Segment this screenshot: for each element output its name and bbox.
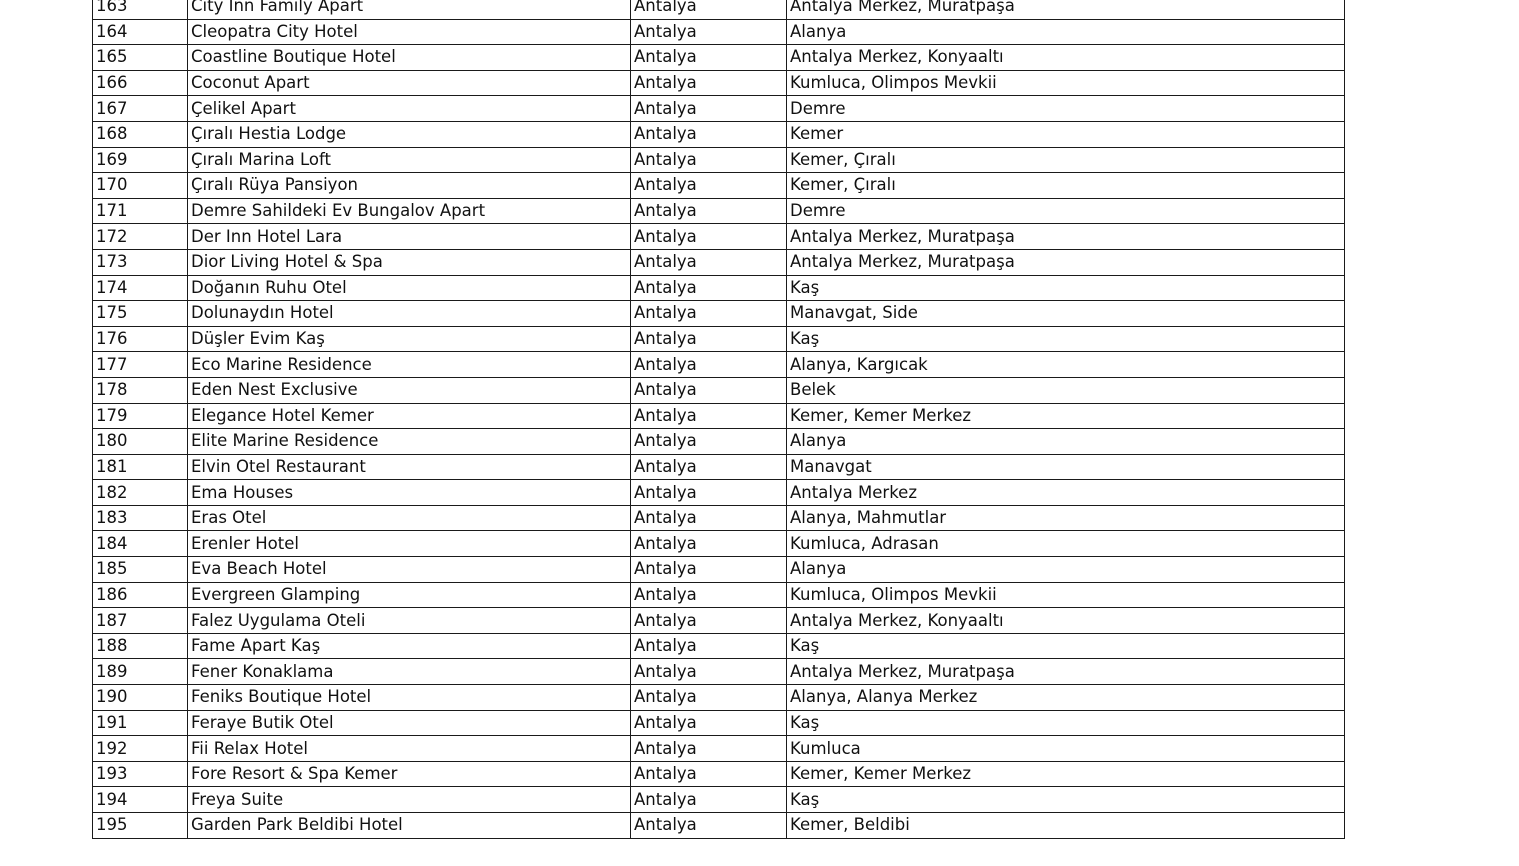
hotel-name-cell: Fame Apart Kaş <box>188 633 631 659</box>
location-cell: Kaş <box>787 326 1345 352</box>
city-cell: Antalya <box>631 0 787 19</box>
table-row <box>93 633 1345 659</box>
city-cell: Antalya <box>631 710 787 736</box>
hotel-name-cell: Çelikel Apart <box>188 96 631 122</box>
row-number-cell: 168 <box>93 121 188 147</box>
city-cell: Antalya <box>631 454 787 480</box>
hotel-name-cell: Elegance Hotel Kemer <box>188 403 631 429</box>
hotel-name-cell: Cleopatra City Hotel <box>188 19 631 45</box>
table-row <box>93 480 1345 506</box>
table-row <box>93 736 1345 762</box>
row-number-cell: 191 <box>93 710 188 736</box>
hotel-name-cell: Eras Otel <box>188 505 631 531</box>
location-cell: Kaş <box>787 633 1345 659</box>
table-row <box>93 326 1345 352</box>
location-cell: Alanya, Alanya Merkez <box>787 685 1345 711</box>
table-row <box>93 710 1345 736</box>
city-cell: Antalya <box>631 96 787 122</box>
city-cell: Antalya <box>631 121 787 147</box>
table-row <box>93 70 1345 96</box>
table-row <box>93 147 1345 173</box>
location-cell: Manavgat <box>787 454 1345 480</box>
hotel-name-cell: Fii Relax Hotel <box>188 736 631 762</box>
table-row <box>93 608 1345 634</box>
city-cell: Antalya <box>631 173 787 199</box>
location-cell: Kemer, Çıralı <box>787 173 1345 199</box>
table-row <box>93 454 1345 480</box>
hotel-list-table-container <box>92 0 1344 839</box>
city-cell: Antalya <box>631 557 787 583</box>
location-cell: Antalya Merkez, Konyaaltı <box>787 45 1345 71</box>
location-cell: Kemer, Beldibi <box>787 813 1345 839</box>
city-cell: Antalya <box>631 736 787 762</box>
hotel-list-table <box>92 0 1345 839</box>
hotel-name-cell: Çıralı Marina Loft <box>188 147 631 173</box>
table-row <box>93 557 1345 583</box>
hotel-name-cell: Elvin Otel Restaurant <box>188 454 631 480</box>
row-number-cell: 166 <box>93 70 188 96</box>
table-row <box>93 685 1345 711</box>
hotel-name-cell: Falez Uygulama Oteli <box>188 608 631 634</box>
table-row <box>93 19 1345 45</box>
location-cell: Belek <box>787 377 1345 403</box>
location-cell: Kemer, Kemer Merkez <box>787 403 1345 429</box>
table-row <box>93 659 1345 685</box>
table-row <box>93 301 1345 327</box>
row-number-cell: 181 <box>93 454 188 480</box>
location-cell: Antalya Merkez, Muratpaşa <box>787 249 1345 275</box>
table-row <box>93 531 1345 557</box>
row-number-cell: 187 <box>93 608 188 634</box>
location-cell: Antalya Merkez, Muratpaşa <box>787 224 1345 250</box>
city-cell: Antalya <box>631 531 787 557</box>
row-number-cell: 171 <box>93 198 188 224</box>
hotel-name-cell: Der Inn Hotel Lara <box>188 224 631 250</box>
row-number-cell: 172 <box>93 224 188 250</box>
hotel-name-cell: Feniks Boutique Hotel <box>188 685 631 711</box>
row-number-cell: 194 <box>93 787 188 813</box>
hotel-name-cell: Dolunaydın Hotel <box>188 301 631 327</box>
city-cell: Antalya <box>631 70 787 96</box>
location-cell: Manavgat, Side <box>787 301 1345 327</box>
row-number-cell: 182 <box>93 480 188 506</box>
hotel-name-cell: Coconut Apart <box>188 70 631 96</box>
location-cell: Antalya Merkez, Muratpaşa <box>787 659 1345 685</box>
row-number-cell: 184 <box>93 531 188 557</box>
location-cell: Kemer, Kemer Merkez <box>787 761 1345 787</box>
location-cell: Alanya <box>787 557 1345 583</box>
row-number-cell: 170 <box>93 173 188 199</box>
hotel-name-cell: Fore Resort & Spa Kemer <box>188 761 631 787</box>
city-cell: Antalya <box>631 45 787 71</box>
table-row <box>93 0 1345 19</box>
table-row <box>93 45 1345 71</box>
city-cell: Antalya <box>631 249 787 275</box>
row-number-cell: 179 <box>93 403 188 429</box>
location-cell: Kumluca, Olimpos Mevkii <box>787 70 1345 96</box>
hotel-name-cell: Freya Suite <box>188 787 631 813</box>
row-number-cell: 173 <box>93 249 188 275</box>
location-cell: Kaş <box>787 275 1345 301</box>
hotel-name-cell: Demre Sahildeki Ev Bungalov Apart <box>188 198 631 224</box>
hotel-name-cell: Çıralı Rüya Pansiyon <box>188 173 631 199</box>
city-cell: Antalya <box>631 582 787 608</box>
location-cell: Demre <box>787 96 1345 122</box>
location-cell: Kemer, Çıralı <box>787 147 1345 173</box>
city-cell: Antalya <box>631 429 787 455</box>
hotel-name-cell: Fener Konaklama <box>188 659 631 685</box>
row-number-cell: 183 <box>93 505 188 531</box>
row-number-cell: 163 <box>93 0 188 19</box>
location-cell: Kumluca, Adrasan <box>787 531 1345 557</box>
table-row <box>93 429 1345 455</box>
table-row <box>93 505 1345 531</box>
hotel-name-cell: Ema Houses <box>188 480 631 506</box>
city-cell: Antalya <box>631 301 787 327</box>
hotel-name-cell: Çıralı Hestia Lodge <box>188 121 631 147</box>
row-number-cell: 175 <box>93 301 188 327</box>
location-cell: Demre <box>787 198 1345 224</box>
location-cell: Alanya <box>787 19 1345 45</box>
location-cell: Alanya, Mahmutlar <box>787 505 1345 531</box>
city-cell: Antalya <box>631 633 787 659</box>
row-number-cell: 165 <box>93 45 188 71</box>
row-number-cell: 180 <box>93 429 188 455</box>
row-number-cell: 185 <box>93 557 188 583</box>
row-number-cell: 186 <box>93 582 188 608</box>
row-number-cell: 164 <box>93 19 188 45</box>
row-number-cell: 193 <box>93 761 188 787</box>
row-number-cell: 192 <box>93 736 188 762</box>
hotel-name-cell: Dior Living Hotel & Spa <box>188 249 631 275</box>
row-number-cell: 189 <box>93 659 188 685</box>
city-cell: Antalya <box>631 480 787 506</box>
location-cell: Alanya <box>787 429 1345 455</box>
table-row <box>93 121 1345 147</box>
row-number-cell: 190 <box>93 685 188 711</box>
hotel-name-cell: City Inn Family Apart <box>188 0 631 19</box>
location-cell: Antalya Merkez, Konyaaltı <box>787 608 1345 634</box>
row-number-cell: 167 <box>93 96 188 122</box>
table-row <box>93 761 1345 787</box>
location-cell: Kemer <box>787 121 1345 147</box>
city-cell: Antalya <box>631 377 787 403</box>
table-row <box>93 403 1345 429</box>
location-cell: Kumluca, Olimpos Mevkii <box>787 582 1345 608</box>
row-number-cell: 177 <box>93 352 188 378</box>
row-number-cell: 169 <box>93 147 188 173</box>
city-cell: Antalya <box>631 326 787 352</box>
city-cell: Antalya <box>631 19 787 45</box>
hotel-name-cell: Doğanın Ruhu Otel <box>188 275 631 301</box>
city-cell: Antalya <box>631 147 787 173</box>
table-row <box>93 582 1345 608</box>
hotel-list-body <box>93 0 1345 838</box>
hotel-name-cell: Eco Marine Residence <box>188 352 631 378</box>
hotel-name-cell: Evergreen Glamping <box>188 582 631 608</box>
city-cell: Antalya <box>631 787 787 813</box>
city-cell: Antalya <box>631 685 787 711</box>
table-row <box>93 275 1345 301</box>
city-cell: Antalya <box>631 198 787 224</box>
hotel-name-cell: Elite Marine Residence <box>188 429 631 455</box>
city-cell: Antalya <box>631 659 787 685</box>
city-cell: Antalya <box>631 403 787 429</box>
row-number-cell: 176 <box>93 326 188 352</box>
city-cell: Antalya <box>631 761 787 787</box>
table-row <box>93 377 1345 403</box>
hotel-name-cell: Eva Beach Hotel <box>188 557 631 583</box>
hotel-name-cell: Feraye Butik Otel <box>188 710 631 736</box>
table-row <box>93 224 1345 250</box>
hotel-name-cell: Düşler Evim Kaş <box>188 326 631 352</box>
location-cell: Alanya, Kargıcak <box>787 352 1345 378</box>
row-number-cell: 174 <box>93 275 188 301</box>
hotel-name-cell: Garden Park Beldibi Hotel <box>188 813 631 839</box>
city-cell: Antalya <box>631 275 787 301</box>
city-cell: Antalya <box>631 224 787 250</box>
city-cell: Antalya <box>631 505 787 531</box>
table-row <box>93 96 1345 122</box>
location-cell: Kaş <box>787 710 1345 736</box>
table-row <box>93 352 1345 378</box>
table-row <box>93 249 1345 275</box>
table-row <box>93 787 1345 813</box>
table-row <box>93 813 1345 839</box>
hotel-name-cell: Eden Nest Exclusive <box>188 377 631 403</box>
hotel-name-cell: Coastline Boutique Hotel <box>188 45 631 71</box>
location-cell: Antalya Merkez <box>787 480 1345 506</box>
location-cell: Kumluca <box>787 736 1345 762</box>
row-number-cell: 178 <box>93 377 188 403</box>
location-cell: Antalya Merkez, Muratpaşa <box>787 0 1345 19</box>
row-number-cell: 188 <box>93 633 188 659</box>
location-cell: Kaş <box>787 787 1345 813</box>
city-cell: Antalya <box>631 813 787 839</box>
city-cell: Antalya <box>631 352 787 378</box>
row-number-cell: 195 <box>93 813 188 839</box>
table-row <box>93 198 1345 224</box>
hotel-name-cell: Erenler Hotel <box>188 531 631 557</box>
city-cell: Antalya <box>631 608 787 634</box>
table-row <box>93 173 1345 199</box>
